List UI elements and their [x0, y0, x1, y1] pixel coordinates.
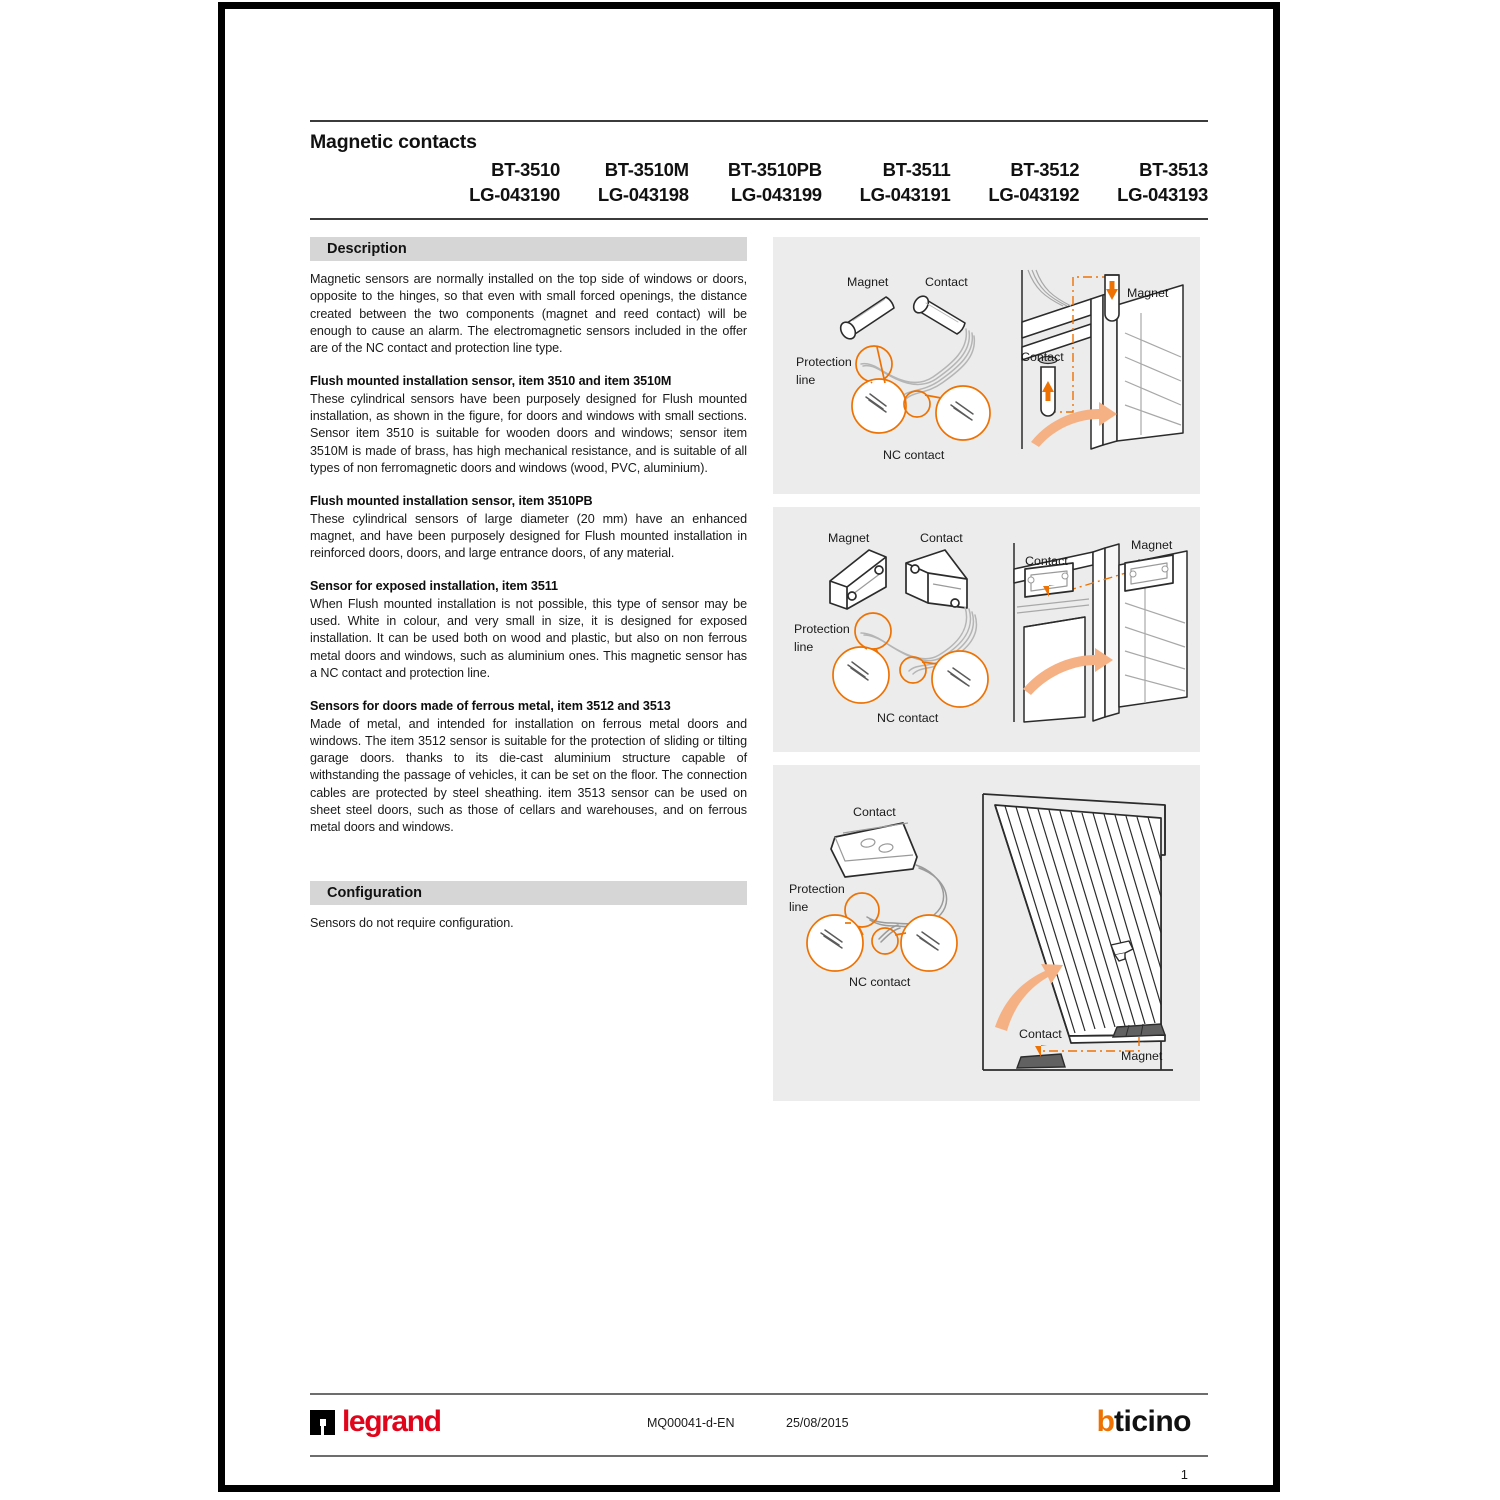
figure1-label-magnet: Magnet: [847, 275, 889, 289]
figure3-label-protection-line-a: Protection: [789, 882, 845, 896]
header-bottom-rule: [310, 218, 1208, 220]
figure1-label-install-magnet: Magnet: [1127, 286, 1169, 300]
figure3-label-nc-contact: NC contact: [849, 975, 911, 989]
product-code-lg-2: LG-043198: [597, 184, 689, 205]
configuration-text: Sensors do not require configuration.: [310, 915, 514, 930]
subsection-text-3511: When Flush mounted installation is not possible, this type of sensor may be used. White in colour, and very small in size, it is designed for exposed installation. It can be used both on wood and plastic, but also on non ferrous metal doors and windows, such as aluminium ones. This magnetic sensor has a NC contact and protection line.: [310, 596, 747, 680]
subsection-heading-3512-3513: Sensors for doors made of ferrous metal, item 3512 and 3513: [310, 699, 671, 714]
protection-line-callout-small: [855, 613, 891, 649]
content-left-column: [310, 237, 747, 932]
subsection-heading-3510pb: Flush mounted installation sensor, item 3510PB: [310, 494, 593, 509]
bticino-wordmark-accent: b: [1096, 1405, 1114, 1438]
figure3-label-install-contact: Contact: [1019, 1027, 1062, 1041]
footer-document-code: MQ00041-d-EN: [647, 1416, 735, 1430]
product-code-bt-1: BT-3510: [491, 159, 560, 180]
section-header-description: Description: [310, 237, 747, 261]
product-code-row-lg: [310, 182, 1208, 207]
subsection-text-3510pb: These cylindrical sensors of large diameter (20 mm) have an enhanced magnet, and have been purposely designed for Flush mounted installation in reinforced doors, doors, and large entrance doors, of any material.: [310, 511, 747, 561]
product-code-table: [310, 157, 1208, 207]
footer-top-rule: [310, 1393, 1208, 1395]
contact-cylinder-icon: [911, 293, 965, 334]
product-code-bt-6: BT-3513: [1139, 159, 1208, 180]
subsection-heading-3510: Flush mounted installation sensor, item 3510 and item 3510M: [310, 374, 672, 389]
figure2-label-protection-line-b: line: [794, 640, 814, 654]
page-title: Magnetic contacts: [310, 131, 477, 153]
footer-bottom-rule: [310, 1455, 1208, 1457]
page-number: 1: [1180, 1467, 1188, 1482]
legrand-mark-icon: [310, 1410, 335, 1435]
document-page-frame: [218, 2, 1280, 1492]
figure3-door-swing-arrow: [995, 964, 1063, 1031]
figure-panel-garage-door-sensor: [773, 765, 1200, 1101]
subsection-heading-3511: Sensor for exposed installation, item 3511: [310, 579, 558, 594]
contact-block-icon: [906, 550, 967, 608]
legrand-logo: [310, 1407, 441, 1437]
figure2-label-install-magnet: Magnet: [1131, 538, 1173, 552]
figure1-label-protection-line-b: line: [796, 373, 816, 387]
bticino-wordmark-rest: ticino: [1114, 1405, 1191, 1438]
bticino-logo: [1097, 1407, 1191, 1437]
product-code-bt-2: BT-3510M: [604, 159, 689, 180]
document-page: [225, 9, 1273, 1485]
figure2-window-installation-scene: [1014, 543, 1187, 722]
figure1-label-nc-contact: NC contact: [883, 448, 945, 462]
product-code-lg-1: LG-043190: [469, 184, 560, 205]
section-header-configuration: Configuration: [310, 881, 747, 905]
figure2-label-magnet: Magnet: [828, 531, 870, 545]
figure2-label-install-contact: Contact: [1025, 554, 1068, 568]
product-code-lg-6: LG-043193: [1117, 184, 1208, 205]
figure3-garage-door-scene: [983, 794, 1173, 1070]
figure3-label-install-magnet: Magnet: [1121, 1049, 1163, 1063]
product-code-bt-3: BT-3510PB: [727, 159, 822, 180]
figure3-label-protection-line-b: line: [789, 900, 809, 914]
product-code-bt-5: BT-3512: [1010, 159, 1080, 180]
figure-panel-cylindrical-sensor: [773, 237, 1200, 494]
header-top-rule: [310, 120, 1208, 122]
description-intro-paragraph: Magnetic sensors are normally installed on the top side of windows or doors, opposite to the hinges, so that even with small forced openings, the distance created between the two components (magnet and reed contact) will be enough to cause an alarm. The electromagnetic sensors included in the offer are of the NC contact and protection line type.: [310, 272, 747, 356]
product-code-row-bt: [310, 157, 1208, 182]
figure1-label-protection-line-a: Protection: [796, 355, 852, 369]
figure1-label-install-contact: Contact: [1021, 350, 1064, 364]
flat-contact-icon: [831, 823, 917, 877]
product-code-lg-5: LG-043192: [988, 184, 1080, 205]
figure3-label-contact: Contact: [853, 805, 896, 819]
footer-date: 25/08/2015: [786, 1416, 849, 1430]
nc-contact-callout-small: [872, 928, 898, 954]
subsection-text-3512-3513: Made of metal, and intended for installation on ferrous metal doors and windows. The item 3512 sensor is suitable for the protection of sliding or tilting garage doors. thanks to its die-cast aluminium structure capable of withstanding the passage of vehicles, it can be set on the floor. The connection cables are protected by steel sheathing. item 3513 sensor can be used on sheet steel doors, such as those of cellars and warehouses, and on ferrous metal doors and windows.: [310, 716, 747, 835]
figure-panel-surface-sensor: [773, 507, 1200, 752]
subsection-text-3510: These cylindrical sensors have been purposely designed for Flush mounted installation, as shown in the figure, for doors and windows with small sections. Sensor item 3510 is suitable for wooden doors and windows; sensor item 3510M is made of brass, has high mechanical resistance, and is suitable of all types of non ferromagnetic doors and windows (wood, PVC, aluminium).: [310, 391, 747, 475]
figure1-label-contact: Contact: [925, 275, 968, 289]
product-code-lg-3: LG-043199: [730, 184, 822, 205]
product-code-lg-4: LG-043191: [859, 184, 951, 205]
figure2-label-protection-line-a: Protection: [794, 622, 850, 636]
figure2-label-contact: Contact: [920, 531, 963, 545]
legrand-wordmark: legrand: [342, 1405, 441, 1438]
product-code-bt-4: BT-3511: [882, 159, 951, 180]
magnet-block-icon: [830, 550, 886, 609]
magnet-cylinder-icon: [838, 297, 894, 342]
figure2-label-nc-contact: NC contact: [877, 711, 939, 725]
